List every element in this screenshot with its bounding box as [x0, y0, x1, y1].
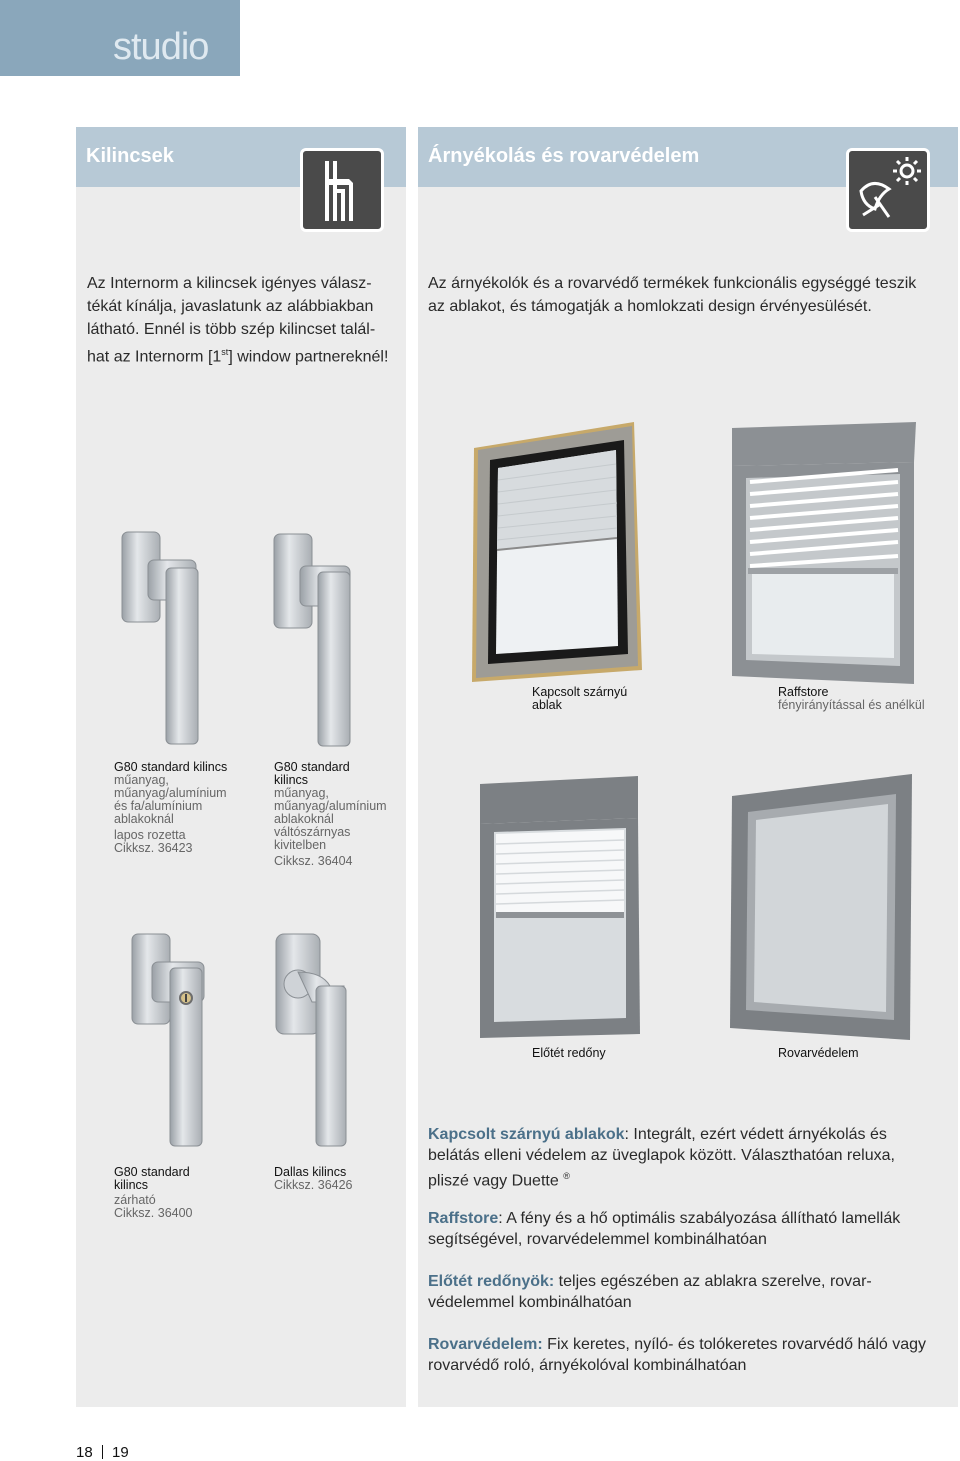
sun-umbrella-icon: [846, 148, 930, 232]
caption-coupled-sash: Kapcsolt szárnyú ablak: [532, 685, 628, 712]
desc-coupled-sash: Kapcsolt szárnyú ablakok: Integrált, ezért védett árnyékolás és belátás elleni védelem az üveglapok között. Választhatóan reluxa, pliszé vagy Duette ®: [428, 1126, 895, 1190]
page-left: 18: [76, 1444, 93, 1461]
brand-label: studio: [113, 26, 209, 68]
shading-title: Árnyékolás és rovarvédelem: [428, 145, 700, 167]
handle-image-36400: [128, 932, 218, 1150]
handle-image-36426: [272, 932, 362, 1148]
caption-36423: G80 standard kilincs műanyag, műanyag/alumínium és fa/alumínium ablakoknál lapos rozetta Cikksz. 36423: [114, 760, 228, 855]
page-divider: [102, 1445, 103, 1459]
window-image-coupled-sash: [466, 420, 646, 685]
page-numbers: [76, 1444, 129, 1461]
desc-roller-shutter: Előtét redőnyök: teljes egészében az ablakra szerelve, rovar- védelemmel kombinálhatóan: [428, 1273, 872, 1311]
page-right: 19: [112, 1444, 129, 1461]
shading-intro: Az árnyékolók és a rovarvédő termékek funkcionális egységgé teszik az ablakot, és támogatják a homlokzati design érvényesülését.: [428, 275, 917, 315]
brand-tab: [0, 0, 240, 76]
caption-36426: Dallas kilincs Cikksz. 36426: [274, 1165, 353, 1192]
handles-intro: Az Internorm a kilincsek igényes válasz- tékát kínálja, javaslatunk az alábbiakban látható. Ennél is több szép kilincset talál- hat az Internorm [1st] window partnereknél!: [87, 275, 389, 366]
handle-image-36404: [270, 532, 360, 748]
handle-icon: [300, 148, 384, 232]
caption-raffstore: Raffstore fényirányítással és anélkül: [778, 685, 925, 712]
window-image-roller-shutter: [470, 772, 650, 1042]
window-image-raffstore: [728, 422, 918, 687]
caption-insect-screen: Rovarvédelem: [778, 1046, 859, 1060]
caption-36400: G80 standard kilincs zárható Cikksz. 36400: [114, 1165, 193, 1220]
desc-insect-screen: Rovarvédelem: Fix keretes, nyíló- és tolókeretes rovarvédő háló vagy rovarvédő roló, árnyékolóval kombinálhatóan: [428, 1336, 927, 1374]
caption-roller-shutter: Előtét redőny: [532, 1046, 606, 1060]
handle-image-36423: [118, 528, 208, 748]
desc-raffstore: Raffstore: A fény és a hő optimális szabályozása állítható lamellák segítségével, rovarvédelemmel kombinálhatóan: [428, 1210, 901, 1248]
handles-title: Kilincsek: [86, 145, 174, 167]
window-image-insect-screen: [726, 772, 916, 1042]
caption-36404: G80 standard kilincs műanyag, műanyag/alumínium ablakoknál váltószárnyas kivitelben Cikksz. 36404: [274, 760, 387, 868]
